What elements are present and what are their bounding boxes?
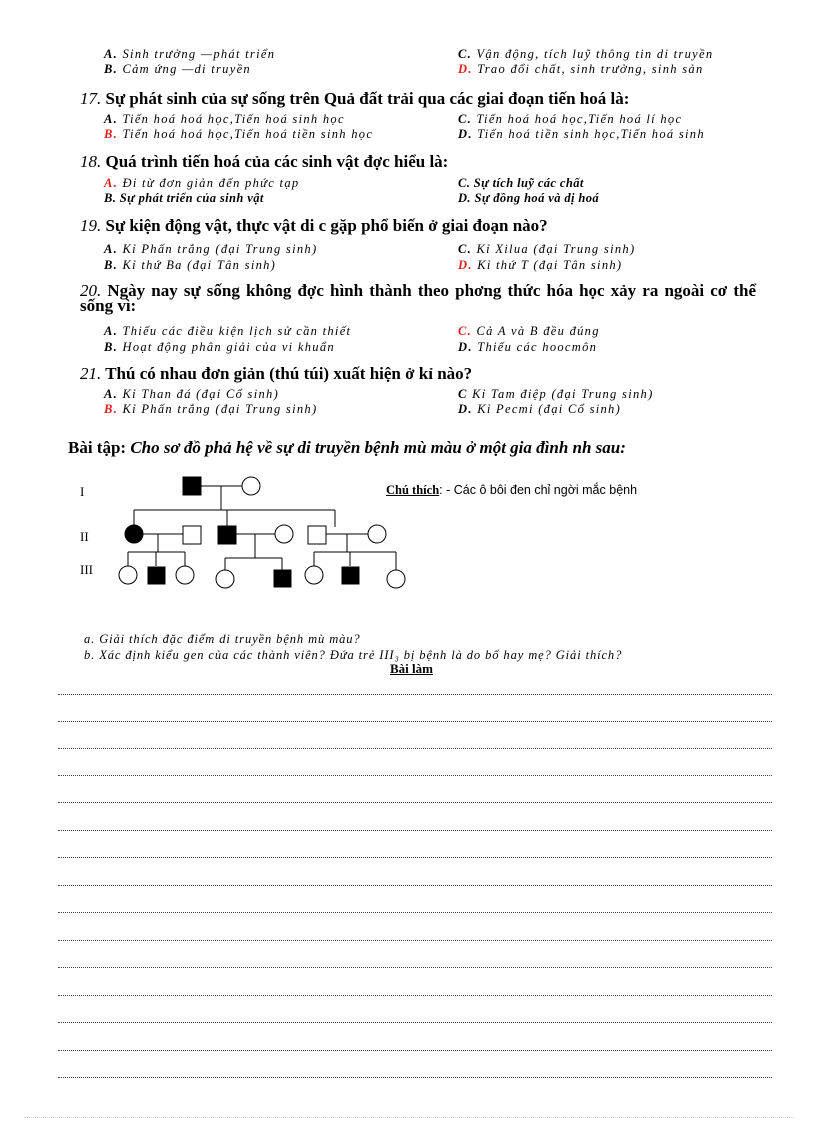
q17-question: 17. Sự phát sinh của sự sống trên Quả đất trải qua các giai đoạn tiến hoá là: [80,89,630,108]
answer-line[interactable] [58,694,772,695]
q17-option-b: B. Tiến hoá hoá học,Tiến hoá tiền sinh học [104,127,374,141]
q20-option-b: B. Hoạt động phân giải của vi khuẩn [104,340,335,354]
gen3-male-affected-3 [342,567,359,584]
q19-option-d: D. Kỉ thứ T (đại Tân sinh) [458,258,623,272]
q20-option-c: C. Cả A và B đều đúng [458,324,600,338]
q18-option-b: B. Sự phát triển của sinh vật [104,191,264,205]
q18-option-a: A. Đi từ đơn giản đến phức tạp [104,176,300,190]
q21-option-a: A. Kỉ Than đá (đại Cổ sinh) [104,387,280,401]
answer-line[interactable] [58,802,772,803]
q19-option-a: A. Kỉ Phấn trắng (đại Trung sinh) [104,242,318,256]
q18-option-d: D. Sự đồng hoá và dị hoá [458,191,600,205]
gen3-female-3 [216,570,234,588]
gen2-female-affected [125,525,143,543]
pedigree-chart [110,470,420,595]
q20-option-d: D. Thiếu các hoocmôn [458,340,598,354]
sub-question-a: a. Giải thích đặc điểm di truyền bệnh mù màu? [84,632,361,646]
answer-title: Bài làm [390,661,433,676]
answer-line[interactable] [58,885,772,886]
generation-label-1: I [80,484,85,499]
q19-option-b: B. Kỉ thứ Ba (đại Tân sinh) [104,258,277,272]
q19-option-c: C. Kỉ Xilua (đại Trung sinh) [458,242,636,256]
answer-line[interactable] [58,967,772,968]
answer-line[interactable] [58,775,772,776]
answer-line[interactable] [58,1022,772,1023]
answer-line[interactable] [58,995,772,996]
q16-option-b: B. Cảm ứng —di truyền [104,62,251,76]
gen1-male-affected [183,477,201,495]
sub-question-b: b. Xác định kiểu gen của các thành viên? Đứa trẻ III₃ bị bệnh là do bố hay mẹ? Giải thích? [84,648,623,662]
page-footer-line [24,1117,794,1118]
q16-option-c: C. Vận động, tích luỹ thông tin di truyền [458,47,714,61]
gen2-female-3 [368,525,386,543]
gen3-male-affected-2 [274,570,291,587]
q16-option-d: D. Trao đổi chất, sinh trưởng, sinh sản [458,62,704,76]
answer-line[interactable] [58,748,772,749]
q17-option-c: C. Tiến hoá hoá học,Tiến hoá lí học [458,112,683,126]
q21-option-c: C Kỉ Tam điệp (đại Trung sinh) [458,387,654,401]
gen3-female-1 [119,566,137,584]
gen3-male-affected-1 [148,567,165,584]
q21-option-b: B. Kỉ Phấn trắng (đại Trung sinh) [104,402,318,416]
legend-note: Chú thích: - Các ô bôi đen chỉ ngời mắc bệnh [386,483,638,497]
gen2-female-2 [275,525,293,543]
q21-option-d: D. Kỉ Pecmi (đại Cổ sinh) [458,402,622,416]
exercise-heading: Bài tập: Cho sơ đồ phả hệ về sự di truyền bệnh mù màu ở một gia đình nh sau: [68,438,626,457]
gen2-male [183,526,201,544]
q16-option-a: A. Sinh trưởng —phát triển [104,47,276,61]
q20-question: 20. Ngày nay sự sống không đợc hình thành theo phơng thức hóa học xảy ra ngoài cơ thể sống vì: [80,281,757,315]
gen2-male-affected [218,526,236,544]
answer-line[interactable] [58,857,772,858]
answer-line[interactable] [58,1050,772,1051]
gen1-female [242,477,260,495]
q17-option-d: D. Tiến hoá tiền sinh học,Tiến hoá sinh [458,127,705,141]
q19-question: 19. Sự kiện động vật, thực vật di c gặp phổ biến ở giai đoạn nào? [80,216,548,235]
gen3-female-2 [176,566,194,584]
answer-line[interactable] [58,940,772,941]
generation-label-3: III [80,562,93,577]
gen3-female-4 [305,566,323,584]
q20-option-a: A. Thiếu các điều kiện lịch sử cần thiết [104,324,352,338]
answer-line[interactable] [58,721,772,722]
answer-line[interactable] [58,1077,772,1078]
q17-option-a: A. Tiến hoá hoá học,Tiến hoá sinh học [104,112,345,126]
answer-line[interactable] [58,912,772,913]
gen2-male-2 [308,526,326,544]
q18-option-c: C. Sự tích luỹ các chất [458,176,584,190]
generation-label-2: II [80,529,89,544]
gen3-female-5 [387,570,405,588]
q18-question: 18. Quá trình tiến hoá của các sinh vật đợc hiểu là: [80,152,449,171]
q21-question: 21. Thú có nhau đơn giản (thú túi) xuất hiện ở kỉ nào? [80,364,473,383]
answer-line[interactable] [58,830,772,831]
